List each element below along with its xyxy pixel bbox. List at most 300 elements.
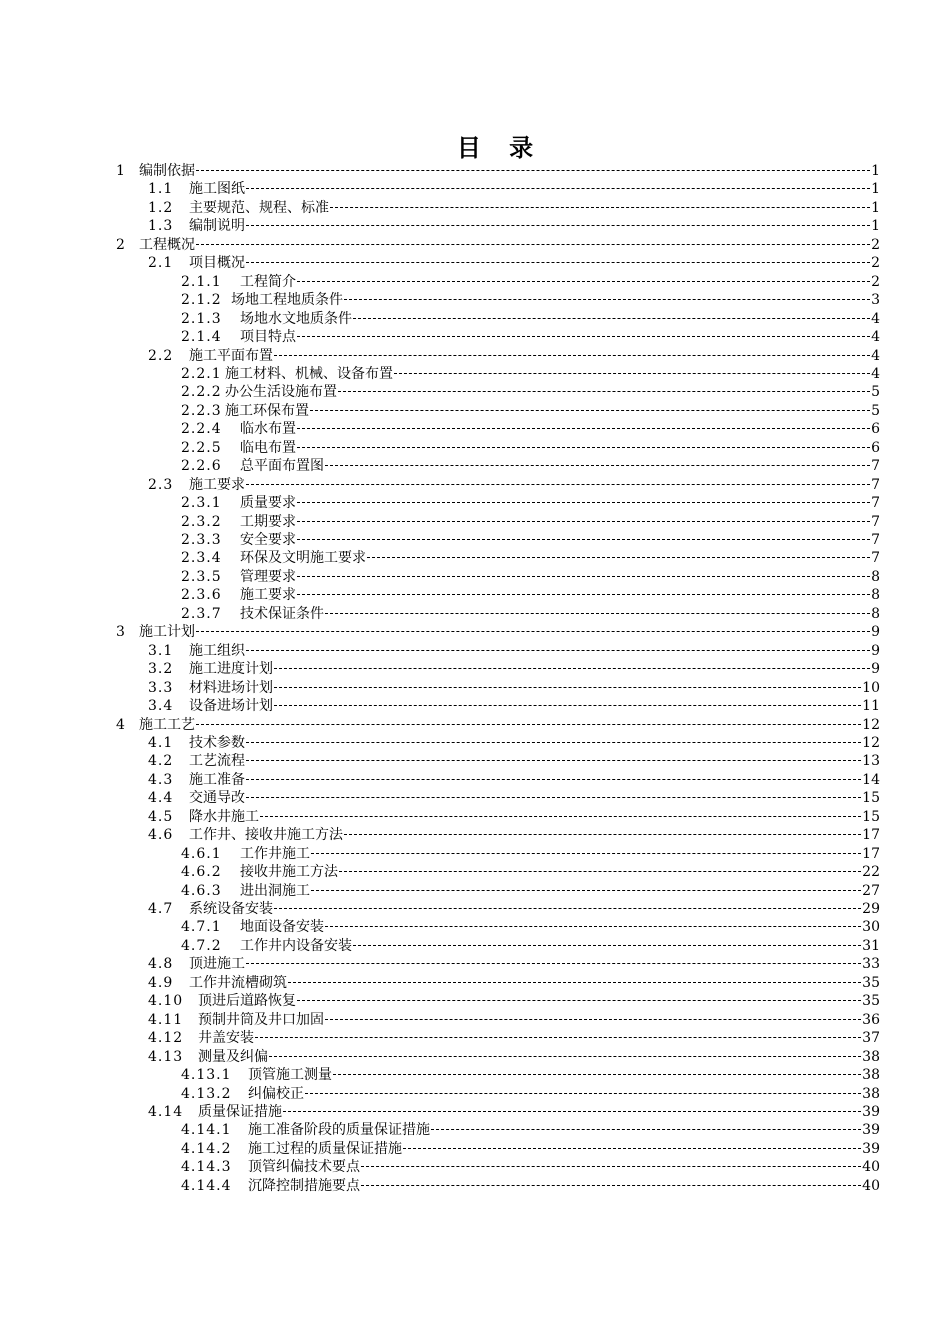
toc-entry-leader xyxy=(248,1158,880,1176)
toc-entry-leader xyxy=(189,660,880,678)
dot-leader xyxy=(246,962,861,964)
toc-entry[interactable] xyxy=(0,808,950,826)
toc-entry-title: 工作井流槽砌筑 xyxy=(189,974,287,991)
toc-entry-page-number: 2 xyxy=(871,273,880,290)
toc-entry-page-number: 27 xyxy=(862,882,880,899)
toc-entry-page-number: 37 xyxy=(862,1030,880,1047)
toc-entry[interactable] xyxy=(0,180,950,198)
toc-entry-title: 工作井内设备安装 xyxy=(240,937,352,954)
toc-entry[interactable] xyxy=(0,531,950,549)
toc-entry-number: 4.7.1 xyxy=(181,919,222,936)
toc-entry-leader xyxy=(189,752,880,770)
toc-entry-leader xyxy=(189,254,880,272)
toc-entry[interactable] xyxy=(0,845,950,863)
toc-entry-page-number: 4 xyxy=(871,347,880,364)
toc-entry-title: 场地工程地质条件 xyxy=(231,292,343,309)
toc-entry-title: 预制井筒及井口加固 xyxy=(198,1011,324,1028)
dot-leader xyxy=(325,1018,861,1020)
toc-entry-number: 2.1.2 xyxy=(181,292,222,309)
toc-entry-title: 环保及文明施工要求 xyxy=(240,550,366,567)
toc-entry-title: 管理要求 xyxy=(240,568,296,585)
toc-entry-page-number: 3 xyxy=(871,292,880,309)
toc-entry-page-number: 10 xyxy=(862,679,880,696)
toc-entry-number: 4.3 xyxy=(148,771,174,788)
toc-entry-number: 2.2.6 xyxy=(181,458,222,475)
toc-entry-leader xyxy=(189,679,880,697)
toc-entry-page-number: 7 xyxy=(871,532,880,548)
dot-leader xyxy=(246,649,870,651)
toc-entry[interactable] xyxy=(0,402,950,420)
toc-entry[interactable] xyxy=(0,771,950,789)
toc-entry-number: 2.3.4 xyxy=(181,550,222,567)
toc-entry-title: 编制说明 xyxy=(189,218,245,235)
toc-entry[interactable] xyxy=(0,162,950,180)
toc-entry-leader xyxy=(240,586,880,604)
dot-leader xyxy=(431,1128,861,1130)
toc-entry-leader xyxy=(225,402,880,420)
toc-entry[interactable] xyxy=(0,660,950,678)
toc-entry[interactable] xyxy=(0,826,950,844)
toc-entry-leader xyxy=(231,291,880,309)
toc-entry-page-number: 9 xyxy=(871,642,880,659)
toc-entry[interactable] xyxy=(0,863,950,881)
toc-entry[interactable] xyxy=(0,586,950,604)
toc-entry-number: 4.7.2 xyxy=(181,937,222,954)
dot-leader xyxy=(353,944,861,946)
toc-entry-page-number: 30 xyxy=(862,919,880,936)
toc-entry-number: 3.1 xyxy=(148,642,174,659)
toc-entry[interactable] xyxy=(0,1121,950,1139)
toc-entry-number: 4.14 xyxy=(148,1103,184,1120)
toc-entry[interactable] xyxy=(0,1029,950,1047)
toc-entry-number: 4.4 xyxy=(148,790,174,807)
toc-entry-page-number: 7 xyxy=(871,476,880,493)
toc-entry-title: 纠偏校正 xyxy=(248,1085,304,1102)
toc-entry-leader xyxy=(240,863,880,881)
dot-leader xyxy=(297,538,870,540)
toc-entry-leader xyxy=(198,1103,880,1121)
toc-entry-page-number: 5 xyxy=(871,384,880,401)
toc-entry-title: 进出洞施工 xyxy=(240,882,310,899)
page-title: 目 录 xyxy=(456,133,544,162)
dot-leader xyxy=(311,852,861,854)
toc-entry-leader xyxy=(248,1177,880,1195)
toc-entry[interactable] xyxy=(0,642,950,660)
toc-entry-title: 工期要求 xyxy=(240,513,296,530)
dot-leader xyxy=(394,372,870,374)
toc-entry-page-number: 38 xyxy=(862,1085,880,1102)
toc-entry-number: 2.2.4 xyxy=(181,421,222,438)
dot-leader xyxy=(297,280,870,282)
toc-entry-page-number: 17 xyxy=(862,845,880,862)
toc-entry[interactable] xyxy=(0,273,950,291)
toc-entry-page-number: 33 xyxy=(862,956,880,973)
toc-entry-leader xyxy=(225,383,880,401)
toc-entry-page-number: 1 xyxy=(871,181,880,198)
toc-entry-title: 降水井施工 xyxy=(189,808,259,825)
dot-leader xyxy=(274,907,861,909)
toc-entry-leader xyxy=(189,199,880,217)
toc-entry-number: 1.3 xyxy=(148,218,174,235)
toc-entry-leader xyxy=(240,568,880,586)
toc-entry-number: 2.3.2 xyxy=(181,513,222,530)
toc-entry-number: 4.12 xyxy=(148,1030,184,1047)
toc-entry-page-number: 11 xyxy=(862,698,880,715)
toc-entry[interactable] xyxy=(0,937,950,955)
toc-entry-title: 工艺流程 xyxy=(189,753,245,770)
toc-entry-title: 质量保证措施 xyxy=(198,1103,282,1120)
toc-entry-title: 安全要求 xyxy=(240,532,296,548)
toc-entry[interactable] xyxy=(0,439,950,457)
toc-entry-leader xyxy=(198,992,880,1010)
toc-entry-number: 4.11 xyxy=(148,1011,184,1028)
toc-entry-page-number: 1 xyxy=(871,218,880,235)
toc-entry-title: 沉降控制措施要点 xyxy=(248,1177,360,1194)
toc-entry[interactable] xyxy=(0,697,950,715)
dot-leader xyxy=(297,999,861,1001)
toc-entry-number: 4.10 xyxy=(148,993,184,1010)
toc-entry-number: 4.5 xyxy=(148,808,174,825)
toc-entry-leader xyxy=(240,273,880,291)
toc-entry-number: 4.7 xyxy=(148,901,174,917)
toc-entry-leader xyxy=(240,457,880,475)
toc-entry-number: 4.14.4 xyxy=(181,1177,232,1194)
dot-leader xyxy=(246,778,861,780)
toc-entry-page-number: 8 xyxy=(871,568,880,585)
toc-entry-number: 4.14.3 xyxy=(181,1159,232,1176)
toc-entry[interactable] xyxy=(0,549,950,567)
toc-entry-title: 施工要求 xyxy=(189,476,245,493)
toc-entry[interactable] xyxy=(0,1085,950,1103)
dot-leader xyxy=(338,390,870,392)
toc-entry-number: 4.6.2 xyxy=(181,864,222,881)
toc-entry-leader xyxy=(198,1029,880,1047)
toc-entry-number: 2.1.1 xyxy=(181,273,222,290)
toc-entry-title: 顶管施工测量 xyxy=(248,1067,332,1084)
toc-entry-leader xyxy=(240,845,880,863)
toc-entry-page-number: 15 xyxy=(862,790,880,807)
toc-entry-number: 4.8 xyxy=(148,956,174,973)
toc-entry-number: 3 xyxy=(116,624,126,641)
toc-entry-leader xyxy=(240,531,880,549)
dot-leader xyxy=(283,1110,861,1112)
toc-entry-page-number: 14 xyxy=(862,771,880,788)
toc-entry-leader xyxy=(240,494,880,512)
toc-entry[interactable] xyxy=(0,310,950,328)
dot-leader xyxy=(297,427,870,429)
toc-entry-number: 4.6.3 xyxy=(181,882,222,899)
toc-entry-leader xyxy=(189,347,880,365)
toc-entry-number: 2.3 xyxy=(148,476,174,493)
toc-entry-page-number: 7 xyxy=(871,513,880,530)
toc-entry-page-number: 39 xyxy=(862,1122,880,1139)
toc-entry-leader xyxy=(248,1066,880,1084)
toc-entry-leader xyxy=(189,476,880,494)
toc-entry-title: 办公生活设施布置 xyxy=(225,384,337,401)
toc-entry-leader xyxy=(240,513,880,531)
toc-entry-number: 2.2.2 xyxy=(181,384,222,401)
dot-leader xyxy=(361,1184,861,1186)
toc-entry-title: 测量及纠偏 xyxy=(198,1048,268,1065)
toc-entry-page-number: 13 xyxy=(862,753,880,770)
toc-entry[interactable] xyxy=(0,365,950,383)
toc-entry[interactable] xyxy=(0,623,950,641)
toc-entry-leader xyxy=(139,716,880,734)
toc-entry-page-number: 4 xyxy=(871,365,880,382)
toc-entry-title: 技术保证条件 xyxy=(240,605,324,622)
toc-entry-leader xyxy=(189,955,880,973)
toc-entry-number: 2.1.4 xyxy=(181,329,222,346)
toc-entry-leader xyxy=(240,549,880,567)
toc-entry-title: 地面设备安装 xyxy=(240,919,324,936)
toc-entry-number: 2.2.1 xyxy=(181,365,222,382)
toc-entry-leader xyxy=(139,236,880,254)
toc-entry-leader xyxy=(248,1140,880,1158)
toc-entry-leader xyxy=(198,1048,880,1066)
toc-entry[interactable] xyxy=(0,494,950,512)
toc-entry[interactable] xyxy=(0,900,950,918)
toc-entry-number: 4.9 xyxy=(148,974,174,991)
toc-entry-title: 主要规范、规程、标准 xyxy=(189,199,329,216)
dot-leader xyxy=(333,1073,861,1075)
toc-entry[interactable] xyxy=(0,1177,950,1195)
dot-leader xyxy=(344,833,861,835)
toc-entry-title: 施工准备 xyxy=(189,771,245,788)
toc-entry-page-number: 9 xyxy=(871,624,880,641)
dot-leader xyxy=(246,224,870,226)
toc-entry-number: 4.14.1 xyxy=(181,1122,232,1139)
toc-entry-page-number: 40 xyxy=(862,1159,880,1176)
dot-leader xyxy=(196,243,870,245)
toc-entry-title: 顶管纠偏技术要点 xyxy=(248,1159,360,1176)
toc-entry-title: 施工准备阶段的质量保证措施 xyxy=(248,1122,430,1139)
toc-entry-leader xyxy=(189,180,880,198)
dot-leader xyxy=(361,1165,861,1167)
dot-leader xyxy=(325,925,861,927)
toc-entry-title: 编制依据 xyxy=(139,163,195,179)
toc-entry[interactable] xyxy=(0,918,950,936)
toc-entry-page-number: 1 xyxy=(871,199,880,216)
toc-entry-page-number: 9 xyxy=(871,661,880,678)
toc-entry[interactable] xyxy=(0,1048,950,1066)
toc-entry-title: 施工环保布置 xyxy=(225,402,309,419)
toc-entry-page-number: 7 xyxy=(871,550,880,567)
toc-entry-page-number: 8 xyxy=(871,587,880,604)
toc-entry-title: 施工图纸 xyxy=(189,181,245,198)
toc-entry-leader xyxy=(189,789,880,807)
toc-entry-leader xyxy=(225,365,880,383)
toc-entry-page-number: 12 xyxy=(862,716,880,733)
toc-entry-number: 2.1.3 xyxy=(181,310,222,327)
toc-entry-number: 2.3.7 xyxy=(181,605,222,622)
toc-entry-page-number: 2 xyxy=(871,236,880,253)
toc-entry-title: 工作井、接收井施工方法 xyxy=(189,827,343,844)
dot-leader xyxy=(255,1036,861,1038)
dot-leader xyxy=(305,1092,861,1094)
toc-entry-title: 施工材料、机械、设备布置 xyxy=(225,365,393,382)
toc-entry-page-number: 15 xyxy=(862,808,880,825)
toc-entry-number: 2 xyxy=(116,236,126,253)
toc-entry[interactable] xyxy=(0,254,950,272)
dot-leader xyxy=(311,889,861,891)
toc-entry-page-number: 22 xyxy=(862,864,880,881)
toc-entry[interactable] xyxy=(0,236,950,254)
toc-entry-page-number: 1 xyxy=(871,163,880,179)
toc-entry-title: 施工组织 xyxy=(189,642,245,659)
toc-entry-title: 项目概况 xyxy=(189,255,245,272)
toc-entry[interactable] xyxy=(0,476,950,494)
toc-entry-leader xyxy=(189,900,880,918)
toc-entry[interactable] xyxy=(0,347,950,365)
toc-entry-leader xyxy=(189,974,880,992)
dot-leader xyxy=(196,630,870,632)
toc-entry-number: 2.3.5 xyxy=(181,568,222,585)
toc-entry-number: 2.3.6 xyxy=(181,587,222,604)
toc-entry-number: 4.13 xyxy=(148,1048,184,1065)
toc-entry[interactable] xyxy=(0,955,950,973)
toc-entry-title: 工作井施工 xyxy=(240,845,310,862)
toc-entry[interactable] xyxy=(0,420,950,438)
toc-entry-leader xyxy=(240,882,880,900)
toc-entry[interactable] xyxy=(0,716,950,734)
dot-leader xyxy=(297,575,870,577)
toc-entry-page-number: 38 xyxy=(862,1067,880,1084)
toc-entry[interactable] xyxy=(0,1011,950,1029)
toc-entry[interactable] xyxy=(0,1066,950,1084)
toc-entry[interactable] xyxy=(0,199,950,217)
toc-entry-title: 施工工艺 xyxy=(139,716,195,733)
toc-entry-leader xyxy=(189,697,880,715)
toc-entry-page-number: 7 xyxy=(871,458,880,475)
toc-entry[interactable] xyxy=(0,882,950,900)
toc-entry-title: 设备进场计划 xyxy=(189,698,273,715)
dot-leader xyxy=(274,704,861,706)
toc-entry-page-number: 35 xyxy=(862,974,880,991)
toc-entry-title: 施工进度计划 xyxy=(189,661,273,678)
toc-entry-page-number: 17 xyxy=(862,827,880,844)
toc-entry[interactable] xyxy=(0,328,950,346)
toc-entry-leader xyxy=(189,808,880,826)
toc-entry[interactable] xyxy=(0,679,950,697)
toc-entry-leader xyxy=(240,439,880,457)
dot-leader xyxy=(269,1055,861,1057)
toc-entry-page-number: 36 xyxy=(862,1011,880,1028)
toc-entry-title: 顶进后道路恢复 xyxy=(198,993,296,1010)
toc-entry-number: 4.1 xyxy=(148,734,174,751)
dot-leader xyxy=(325,464,870,466)
toc-entry-title: 项目特点 xyxy=(240,329,296,346)
toc-entry[interactable] xyxy=(0,974,950,992)
toc-entry-number: 4.13.2 xyxy=(181,1085,232,1102)
dot-leader xyxy=(297,520,870,522)
toc-entry-number: 4.6 xyxy=(148,827,174,844)
dot-leader xyxy=(297,593,870,595)
toc-entry-number: 2.1 xyxy=(148,255,174,272)
toc-entry[interactable] xyxy=(0,1103,950,1121)
dot-leader xyxy=(246,187,870,189)
dot-leader xyxy=(196,723,861,725)
toc-entry[interactable] xyxy=(0,457,950,475)
toc-entry[interactable] xyxy=(0,752,950,770)
toc-entry-number: 3.4 xyxy=(148,698,174,715)
toc-entry-title: 接收井施工方法 xyxy=(240,864,338,881)
toc-entry-title: 交通导改 xyxy=(189,790,245,807)
dot-leader xyxy=(246,741,861,743)
toc-entry-page-number: 4 xyxy=(871,310,880,327)
toc-entry-title: 施工过程的质量保证措施 xyxy=(248,1140,402,1157)
toc-entry-number: 2.2 xyxy=(148,347,174,364)
dot-leader xyxy=(246,483,870,485)
dot-leader xyxy=(288,981,861,983)
toc-entry-page-number: 35 xyxy=(862,993,880,1010)
toc-entry-title: 技术参数 xyxy=(189,734,245,751)
toc-entry-leader xyxy=(139,623,880,641)
toc-entry-title: 施工平面布置 xyxy=(189,347,273,364)
toc-entry-page-number: 7 xyxy=(871,495,880,512)
toc-entry-number: 2.2.3 xyxy=(181,402,222,419)
toc-entry-title: 总平面布置图 xyxy=(240,458,324,475)
toc-entry-page-number: 38 xyxy=(862,1048,880,1065)
toc-entry-title: 顶进施工 xyxy=(189,956,245,973)
toc-entry[interactable] xyxy=(0,1158,950,1176)
toc-entry-number: 1.1 xyxy=(148,181,174,198)
toc-entry-number: 4.13.1 xyxy=(181,1067,232,1084)
dot-leader xyxy=(274,667,870,669)
dot-leader xyxy=(260,815,861,817)
dot-leader xyxy=(330,206,870,208)
toc-entry-title: 临电布置 xyxy=(240,439,296,456)
toc-entry-page-number: 8 xyxy=(871,605,880,622)
toc-entry-page-number: 31 xyxy=(862,937,880,954)
toc-entry-leader xyxy=(248,1085,880,1103)
toc-entry-number: 2.2.5 xyxy=(181,439,222,456)
toc-entry-title: 系统设备安装 xyxy=(189,901,273,917)
toc-entry[interactable] xyxy=(0,789,950,807)
toc-entry[interactable] xyxy=(0,1140,950,1158)
dot-leader xyxy=(344,298,870,300)
toc-entry-title: 施工计划 xyxy=(139,624,195,641)
toc-entry-number: 4.14.2 xyxy=(181,1140,232,1157)
toc-entry[interactable] xyxy=(0,605,950,623)
toc-entry-page-number: 6 xyxy=(871,439,880,456)
toc-entry[interactable] xyxy=(0,734,950,752)
toc-entry-title: 质量要求 xyxy=(240,495,296,512)
toc-entry[interactable] xyxy=(0,291,950,309)
toc-entry[interactable] xyxy=(0,217,950,235)
toc-entry-page-number: 12 xyxy=(862,734,880,751)
toc-entry-number: 4 xyxy=(116,716,126,733)
dot-leader xyxy=(297,446,870,448)
toc-entry-title: 工程简介 xyxy=(240,273,296,290)
toc-entry-title: 工程概况 xyxy=(139,236,195,253)
toc-entry-page-number: 29 xyxy=(862,901,880,917)
toc-entry-page-number: 5 xyxy=(871,402,880,419)
dot-leader xyxy=(325,612,870,614)
toc-entry[interactable] xyxy=(0,568,950,586)
dot-leader xyxy=(196,169,870,171)
toc-entry-number: 4.6.1 xyxy=(181,845,222,862)
toc-entry-leader xyxy=(240,605,880,623)
toc-entry-number: 3.3 xyxy=(148,679,174,696)
toc-entry[interactable] xyxy=(0,383,950,401)
toc-entry-page-number: 39 xyxy=(862,1103,880,1120)
toc-entry[interactable] xyxy=(0,992,950,1010)
toc-entry-title: 临水布置 xyxy=(240,421,296,438)
dot-leader xyxy=(274,354,870,356)
toc-entry[interactable] xyxy=(0,513,950,531)
toc-entry-leader xyxy=(240,328,880,346)
dot-leader xyxy=(403,1147,861,1149)
